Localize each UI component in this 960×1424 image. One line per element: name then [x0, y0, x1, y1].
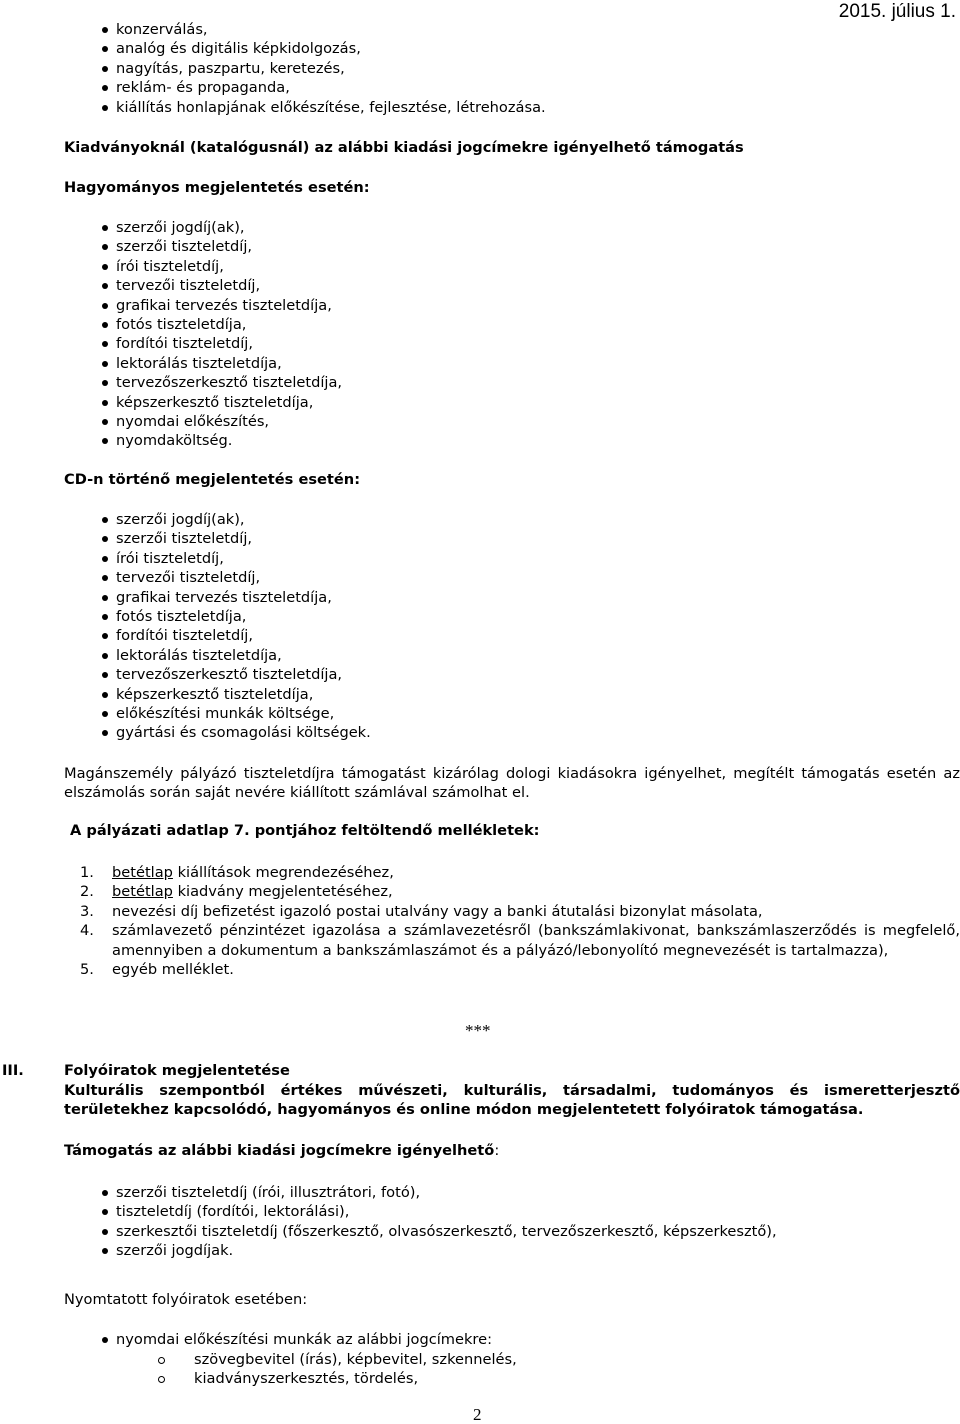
item-text: egyéb melléklet. — [112, 961, 234, 979]
section-separator: *** — [465, 1021, 491, 1040]
printed-list — [102, 1330, 492, 1349]
attachments-list — [80, 863, 960, 979]
traditional-heading: Hagyományos megjelentetés esetén: — [64, 179, 370, 196]
list-item: kiadványszerkesztés, tördelés, — [157, 1369, 517, 1388]
list-item: analóg és digitális képkidolgozás, — [102, 39, 546, 58]
item-number: 5. — [80, 961, 94, 979]
item-text: kiadvány megjelentetéséhez, — [172, 883, 393, 901]
list-item: fordítói tiszteletdíj, — [102, 626, 371, 645]
item-text: nevezési díj befizetést igazoló postai utalvány vagy a banki átutalási bizonylat másolata, — [112, 902, 763, 920]
traditional-list — [102, 218, 342, 451]
cd-heading: CD-n történő megjelentetés esetén: — [64, 471, 361, 488]
support-heading-colon: : — [494, 1142, 500, 1159]
attachment-item — [80, 902, 960, 921]
list-item: szerzői tiszteletdíj, — [102, 529, 371, 548]
list-item: tervezői tiszteletdíj, — [102, 276, 342, 295]
cd-list — [102, 510, 371, 743]
private-applicant-note: Magánszemély pályázó tiszteletdíjra támogatást kizárólag dologi kiadásokra igényelhet, megítélt támogatás esetén az elszámolás során saját nevére kiállított számlával számolhat el. — [64, 765, 960, 802]
section-number: III. — [2, 1062, 24, 1079]
page-number: 2 — [473, 1405, 482, 1424]
support-heading — [64, 1141, 499, 1160]
list-item: grafikai tervezés tiszteletdíja, — [102, 296, 342, 315]
list-item: fotós tiszteletdíja, — [102, 315, 342, 334]
printed-sub-list — [157, 1350, 517, 1389]
list-item: szerzői tiszteletdíj, — [102, 237, 342, 256]
list-item: szerkesztői tiszteletdíj (főszerkesztő, olvasószerkesztő, tervezőszerkesztő, képszerkesztő), — [102, 1222, 777, 1241]
list-item: grafikai tervezés tiszteletdíja, — [102, 588, 371, 607]
list-item: konzerválás, — [102, 20, 546, 39]
document-date: 2015. július 1. — [838, 1, 956, 22]
item-number: 2. — [80, 883, 94, 901]
item-text: számlavezető pénzintézet igazolása a számlavezetésről (bankszámlakivonat, bankszámlaszerződés is megfelelő, amennyiben a dokumentum a bankszámlaszámot és a pályázó/lebonyolító megnevezését is tartalmazza), — [112, 922, 960, 959]
list-item: tiszteletdíj (fordítói, lektorálási), — [102, 1202, 777, 1221]
attachment-item — [80, 921, 960, 960]
list-item: szerzői tiszteletdíj (írói, illusztrátori, fotó), — [102, 1183, 777, 1202]
list-item: képszerkesztő tiszteletdíja, — [102, 685, 371, 704]
list-item: gyártási és csomagolási költségek. — [102, 723, 371, 742]
attachments-heading: A pályázati adatlap 7. pontjához feltöltendő mellékletek: — [70, 822, 540, 839]
list-item: fordítói tiszteletdíj, — [102, 334, 342, 353]
item-number: 4. — [80, 922, 94, 940]
list-item: lektorálás tiszteletdíja, — [102, 646, 371, 665]
list-item: tervezőszerkesztő tiszteletdíja, — [102, 373, 342, 392]
betetlap-link[interactable]: betétlap — [112, 883, 173, 901]
list-item: nyomdai előkészítés, — [102, 412, 342, 431]
printed-heading: Nyomtatott folyóiratok esetében: — [64, 1291, 308, 1308]
list-item: írói tiszteletdíj, — [102, 549, 371, 568]
top-bullet-list — [102, 20, 546, 117]
section-title: Folyóiratok megjelentetése — [64, 1062, 290, 1079]
attachment-item — [80, 882, 960, 901]
list-item: szerzői jogdíj(ak), — [102, 510, 371, 529]
betetlap-link[interactable]: betétlap — [112, 864, 173, 881]
list-item: szerzői jogdíjak. — [102, 1241, 777, 1260]
list-item: nyomdai előkészítési munkák az alábbi jogcímekre: — [102, 1330, 492, 1349]
attachment-item — [80, 863, 960, 882]
publications-heading: Kiadványoknál (katalógusnál) az alábbi kiadási jogcímekre igényelhető támogatás — [64, 139, 744, 156]
list-item: képszerkesztő tiszteletdíja, — [102, 393, 342, 412]
section-subtitle: Kulturális szempontból értékes művészeti, kulturális, társadalmi, tudományos és ismeretterjesztő területekhez kapcsolódó, hagyományos és online módon megjelentetett folyóiratok támogatása. — [64, 1082, 960, 1119]
item-text: kiállítások megrendezéséhez, — [172, 864, 394, 881]
list-item: tervezői tiszteletdíj, — [102, 568, 371, 587]
list-item: kiállítás honlapjának előkészítése, fejlesztése, létrehozása. — [102, 98, 546, 117]
list-item: tervezőszerkesztő tiszteletdíja, — [102, 665, 371, 684]
list-item: előkészítési munkák költsége, — [102, 704, 371, 723]
list-item: fotós tiszteletdíja, — [102, 607, 371, 626]
list-item: szövegbevitel (írás), képbevitel, szkennelés, — [157, 1350, 517, 1369]
item-number: 3. — [80, 902, 94, 920]
list-item: írói tiszteletdíj, — [102, 257, 342, 276]
list-item: nyomdaköltség. — [102, 431, 342, 450]
support-list — [102, 1183, 777, 1261]
list-item: lektorálás tiszteletdíja, — [102, 354, 342, 373]
list-item: nagyítás, paszpartu, keretezés, — [102, 59, 546, 78]
list-item: szerzői jogdíj(ak), — [102, 218, 342, 237]
list-item: reklám- és propaganda, — [102, 78, 546, 97]
attachment-item — [80, 960, 960, 979]
item-number: 1. — [80, 864, 94, 881]
support-heading-text: Támogatás az alábbi kiadási jogcímekre igényelhető — [64, 1142, 495, 1159]
